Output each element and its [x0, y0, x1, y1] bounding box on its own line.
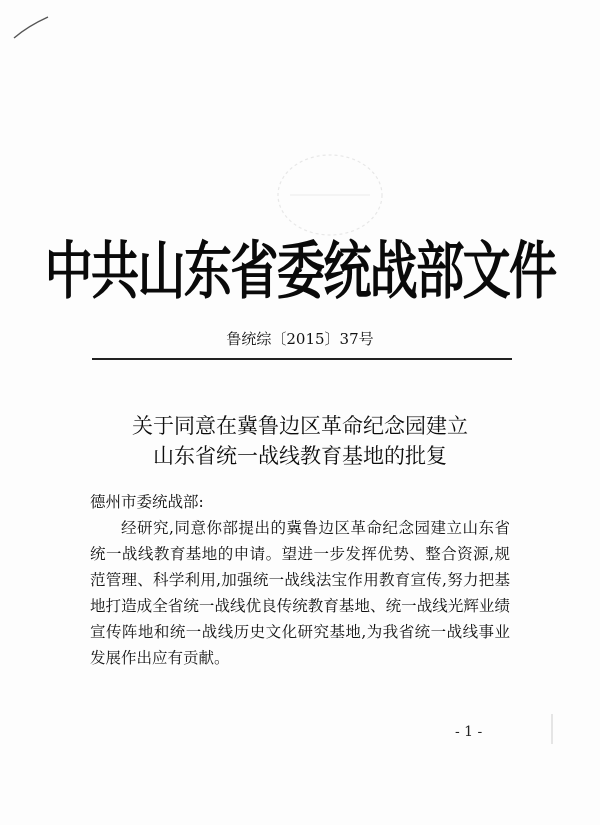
- header-divider: [92, 358, 512, 360]
- scan-edge-mark: [548, 714, 556, 744]
- document-number: 鲁统综〔2015〕37号: [226, 330, 374, 348]
- corner-pen-mark: [12, 14, 52, 40]
- body-text: [90, 515, 510, 671]
- document-title-line-1: 关于同意在冀鲁边区革命纪念园建立: [132, 414, 468, 438]
- page-number: - 1 -: [455, 724, 483, 740]
- document-header: 中共山东省委统战部文件: [44, 235, 556, 309]
- document-title-line-2: 山东省统一战线教育基地的批复: [153, 444, 447, 468]
- salutation: 德州市委统战部:: [90, 493, 204, 511]
- body-paragraph: 经研究,同意你部提出的冀鲁边区革命纪念园建立山东省统一战线教育基地的申请。望进一步发挥优势、整合资源,规范管理、科学利用,加强统一战线法宝作用教育宣传,努力把基地打造成全省统一战线优良传统教育基地、统一战线光辉业绩宣传阵地和统一战线历史文化研究基地,为我省统一战线事业发展作出应有贡献。: [90, 519, 510, 667]
